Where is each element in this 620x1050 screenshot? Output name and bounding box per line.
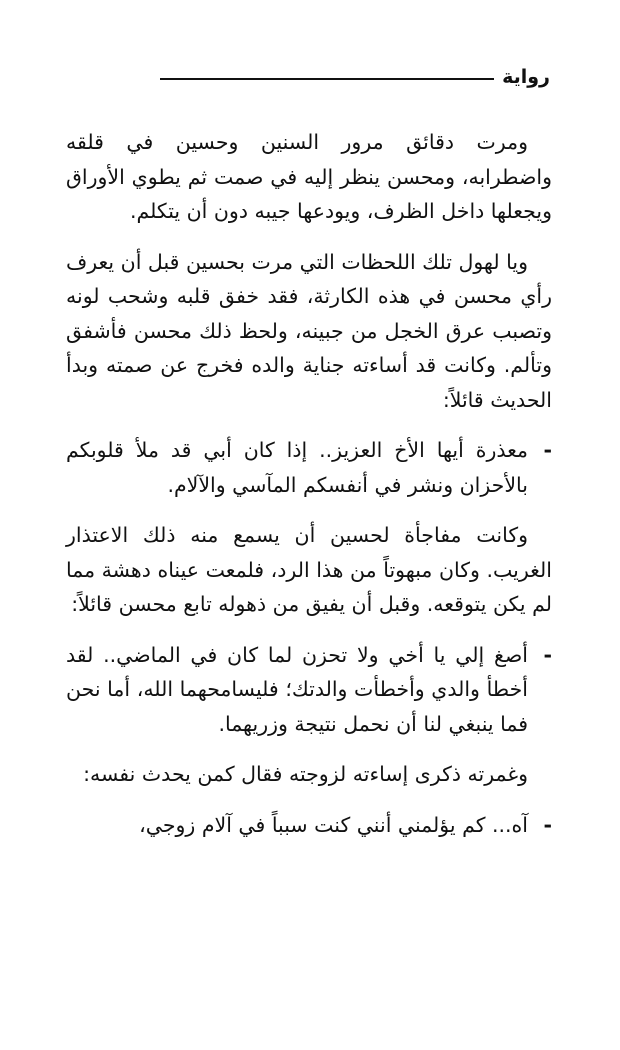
running-header: [160, 60, 550, 94]
dialogue-dash: -: [543, 642, 552, 667]
dialogue-3-text: آه... كم يؤلمني أنني كنت سبباً في آلام زوجي،: [139, 812, 528, 837]
paragraph-3: وكانت مفاجأة لحسين أن يسمع منه ذلك الاعتذار الغريب. وكان مبهوتاً من هذا الرد، فلمعت عيناه دهشة مما لم يكن يتوقعه. وقبل أن يفيق من ذهوله تابع محسن قائلاً:: [66, 523, 552, 616]
paragraph-2: ويا لهول تلك اللحظات التي مرت بحسين قبل أن يعرف رأي محسن في هذه الكارثة، فقد خفق قلبه وشحب لونه وتصبب عرق الخجل من جبينه، ولحظ ذلك محسن فأشفق وتألم. وكانت قد أساءته جناية والده فخرج عن صمته وبدأ الحديث قائلاً:: [65, 249, 552, 412]
header-title: رواية: [502, 66, 550, 88]
dialogue-1: [66, 433, 552, 502]
paragraph-4: وغمرته ذكرى إساءته لزوجته فقال كمن يحدث نفسه:: [83, 762, 528, 786]
page-body: [66, 125, 552, 858]
dialogue-3: [66, 808, 552, 843]
paragraph-1: ومرت دقائق مرور السنين وحسين في قلقه واضطرابه، ومحسن ينظر إليه في صمت ثم يطوي الأوراق ويجعلها داخل الظرف، ويودعها جيبه دون أن يتكلم.: [66, 130, 552, 223]
dialogue-2: [66, 638, 552, 742]
dialogue-2-text: أصغ إلي يا أخي ولا تحزن لما كان في الماضي.. لقد أخطأ والدي وأخطأت والدتك؛ فليسامحهما الله، أما نحن فما ينبغي لنا أن نحمل نتيجة وزريهما.: [66, 642, 528, 736]
dialogue-dash: -: [543, 438, 552, 462]
dialogue-1-text: معذرة أيها الأخ العزيز.. إذا كان أبي قد ملأ قلوبكم بالأحزان ونشر في أنفسكم المآسي والآلام.: [66, 438, 528, 497]
header-rule: [160, 78, 494, 80]
dialogue-dash: -: [543, 812, 552, 837]
